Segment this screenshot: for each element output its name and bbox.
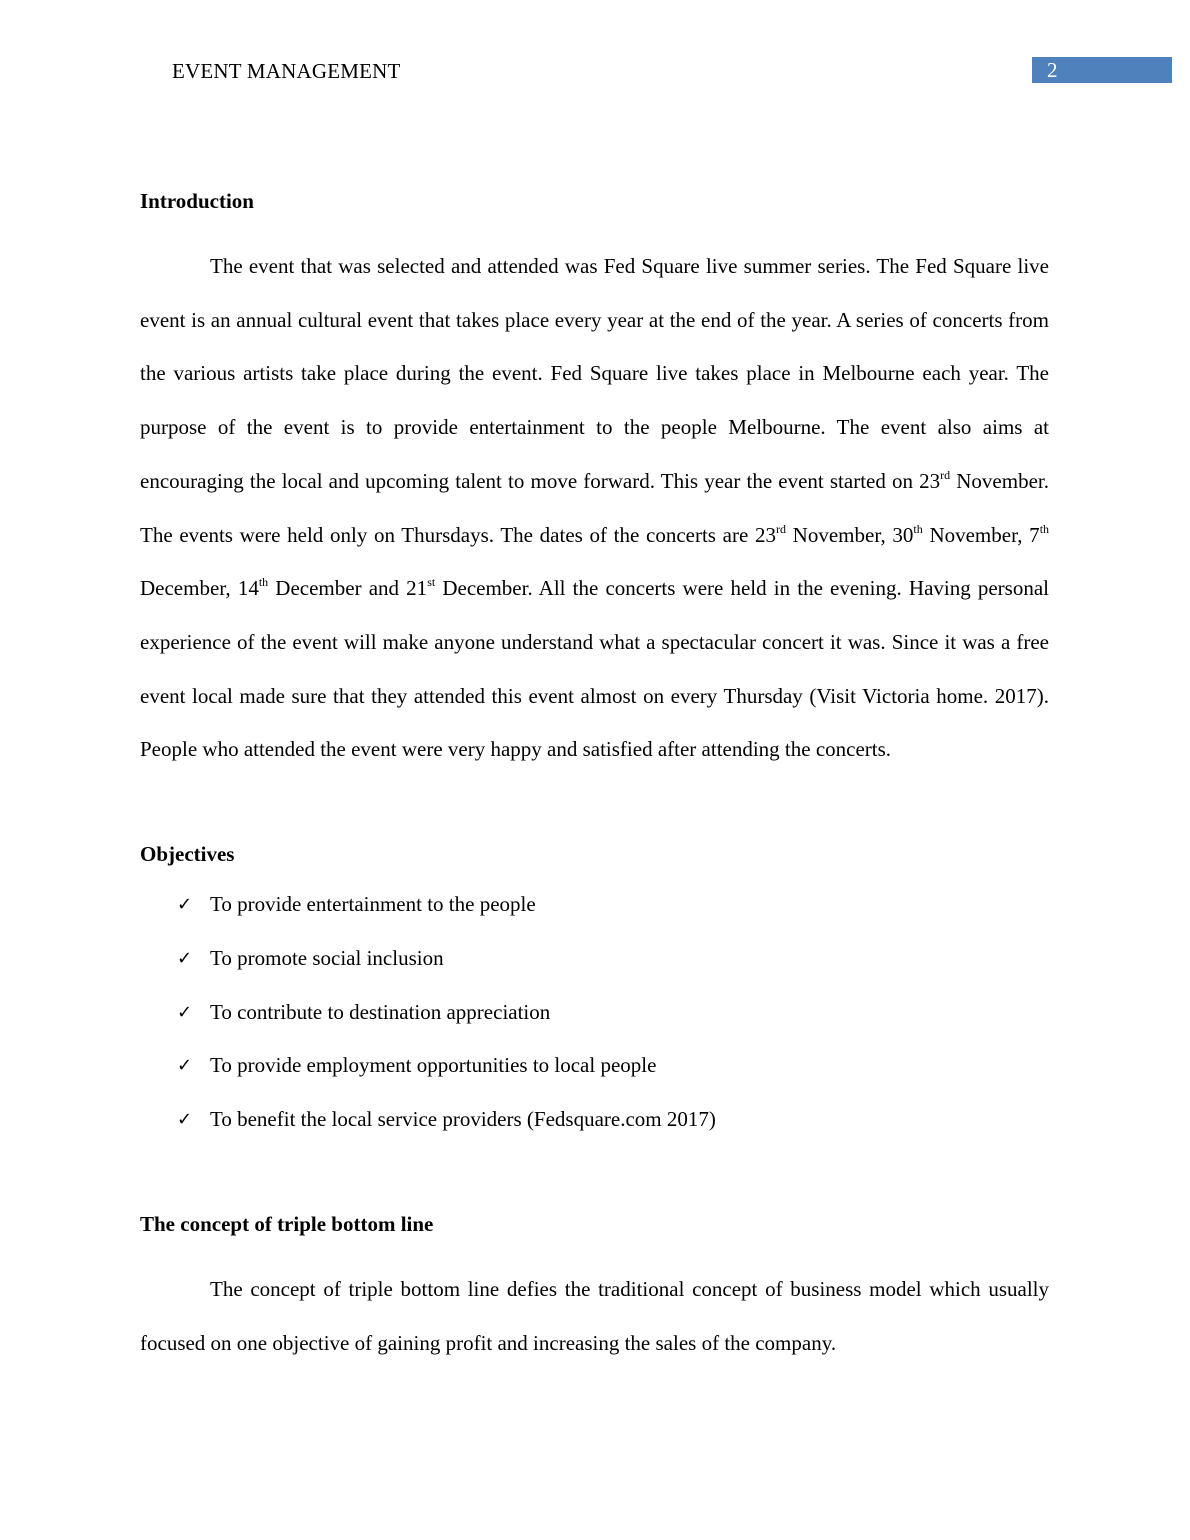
superscript: th	[913, 521, 923, 536]
text-run: November, 7	[922, 522, 1040, 547]
section-heading-triple-bottom-line: The concept of triple bottom line	[140, 1212, 434, 1237]
check-icon: ✓	[177, 1109, 193, 1131]
superscript: st	[427, 575, 436, 590]
list-item-text: To contribute to destination appreciation	[210, 999, 551, 1024]
list-item	[140, 1093, 1049, 1147]
list-item	[140, 878, 1049, 932]
list-item	[140, 932, 1049, 986]
triple-bottom-line-paragraph: The concept of triple bottom line defies the traditional concept of business model which usually focused on one objective of gaining profit and increasing the sales of the company.	[140, 1277, 1049, 1355]
check-icon: ✓	[177, 1055, 193, 1077]
superscript: rd	[940, 467, 951, 482]
check-icon: ✓	[177, 894, 193, 916]
text-run: December and 21	[268, 576, 428, 601]
running-header-title: EVENT MANAGEMENT	[172, 59, 401, 83]
check-icon: ✓	[177, 1001, 193, 1023]
check-icon: ✓	[177, 947, 193, 969]
page-number: 2	[1047, 58, 1058, 82]
text-run: The event that was selected and attended was Fed Square live summer series. The Fed Square live event is an annual cultural event that takes place every year at the end of the year. A series of concerts from the various artists take place during the event. Fed Square live takes place in Melbourne each year. The purpose of the event is to provide entertainment to the people Melbourne. The event also aims at encouraging the local and upcoming talent to move forward. This year the event started on 23	[140, 254, 1049, 493]
list-item	[140, 1039, 1049, 1093]
text-run: November, 30	[786, 522, 914, 547]
list-item-text: To promote social inclusion	[210, 945, 444, 970]
section-heading-introduction: Introduction	[140, 189, 254, 213]
objectives-list	[140, 878, 1049, 1147]
superscript: th	[258, 575, 269, 590]
document-body	[140, 186, 1049, 1370]
list-item-text: To benefit the local service providers (Fedsquare.com 2017)	[210, 1107, 716, 1132]
superscript: rd	[776, 521, 786, 536]
superscript: th	[1039, 521, 1050, 536]
list-item	[140, 986, 1049, 1040]
text-run: November. The events were held only on Thursdays. The dates of the concerts are 23	[140, 468, 1049, 547]
section-heading-objectives: Objectives	[140, 842, 235, 867]
list-item-text: To provide entertainment to the people	[210, 892, 536, 917]
text-run: December, 14	[140, 576, 259, 601]
text-run: December. All the concerts were held in the evening. Having personal experience of the event will make anyone understand what a spectacular concert it was. Since it was a free event local made sure that they attended this event almost on every Thursday (Visit Victoria home. 2017). People who attended the event were very happy and satisfied after attending the concerts.	[140, 576, 1049, 762]
page-number-badge	[1032, 57, 1172, 83]
list-item-text: To provide employment opportunities to local people	[210, 1053, 657, 1078]
introduction-paragraph	[140, 240, 1049, 777]
